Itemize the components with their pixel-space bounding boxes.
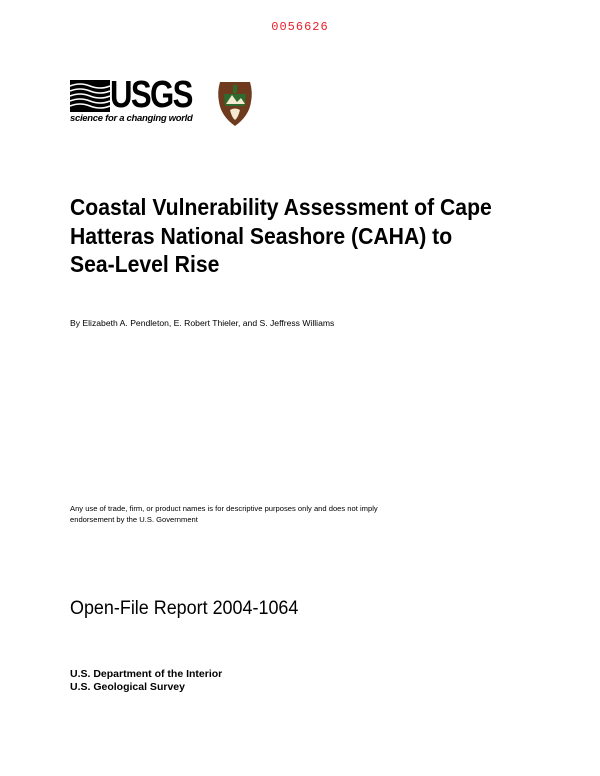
document-number-stamp: 0056626 [271, 20, 329, 34]
usgs-tagline: science for a changing world [70, 113, 193, 124]
usgs-logo [70, 74, 205, 128]
department-line-interior: U.S. Department of the Interior [70, 668, 223, 680]
report-number: Open-File Report 2004-1064 [70, 597, 299, 619]
usgs-waves-icon [70, 80, 110, 112]
authors-line: By Elizabeth A. Pendleton, E. Robert Thieler, and S. Jeffress Williams [70, 318, 335, 328]
disclaimer-text: Any use of trade, firm, or product names is for descriptive purposes only and does not imply endorsement by the U.S. Government [70, 504, 378, 524]
usgs-wordmark: USGS [110, 74, 192, 116]
department-line-usgs: U.S. Geological Survey [70, 681, 185, 693]
department-block [70, 668, 222, 694]
report-title: Coastal Vulnerability Assessment of Cape Hatteras National Seashore (CAHA) to Sea-Level Rise [70, 194, 492, 277]
nps-arrowhead-icon [216, 80, 254, 128]
